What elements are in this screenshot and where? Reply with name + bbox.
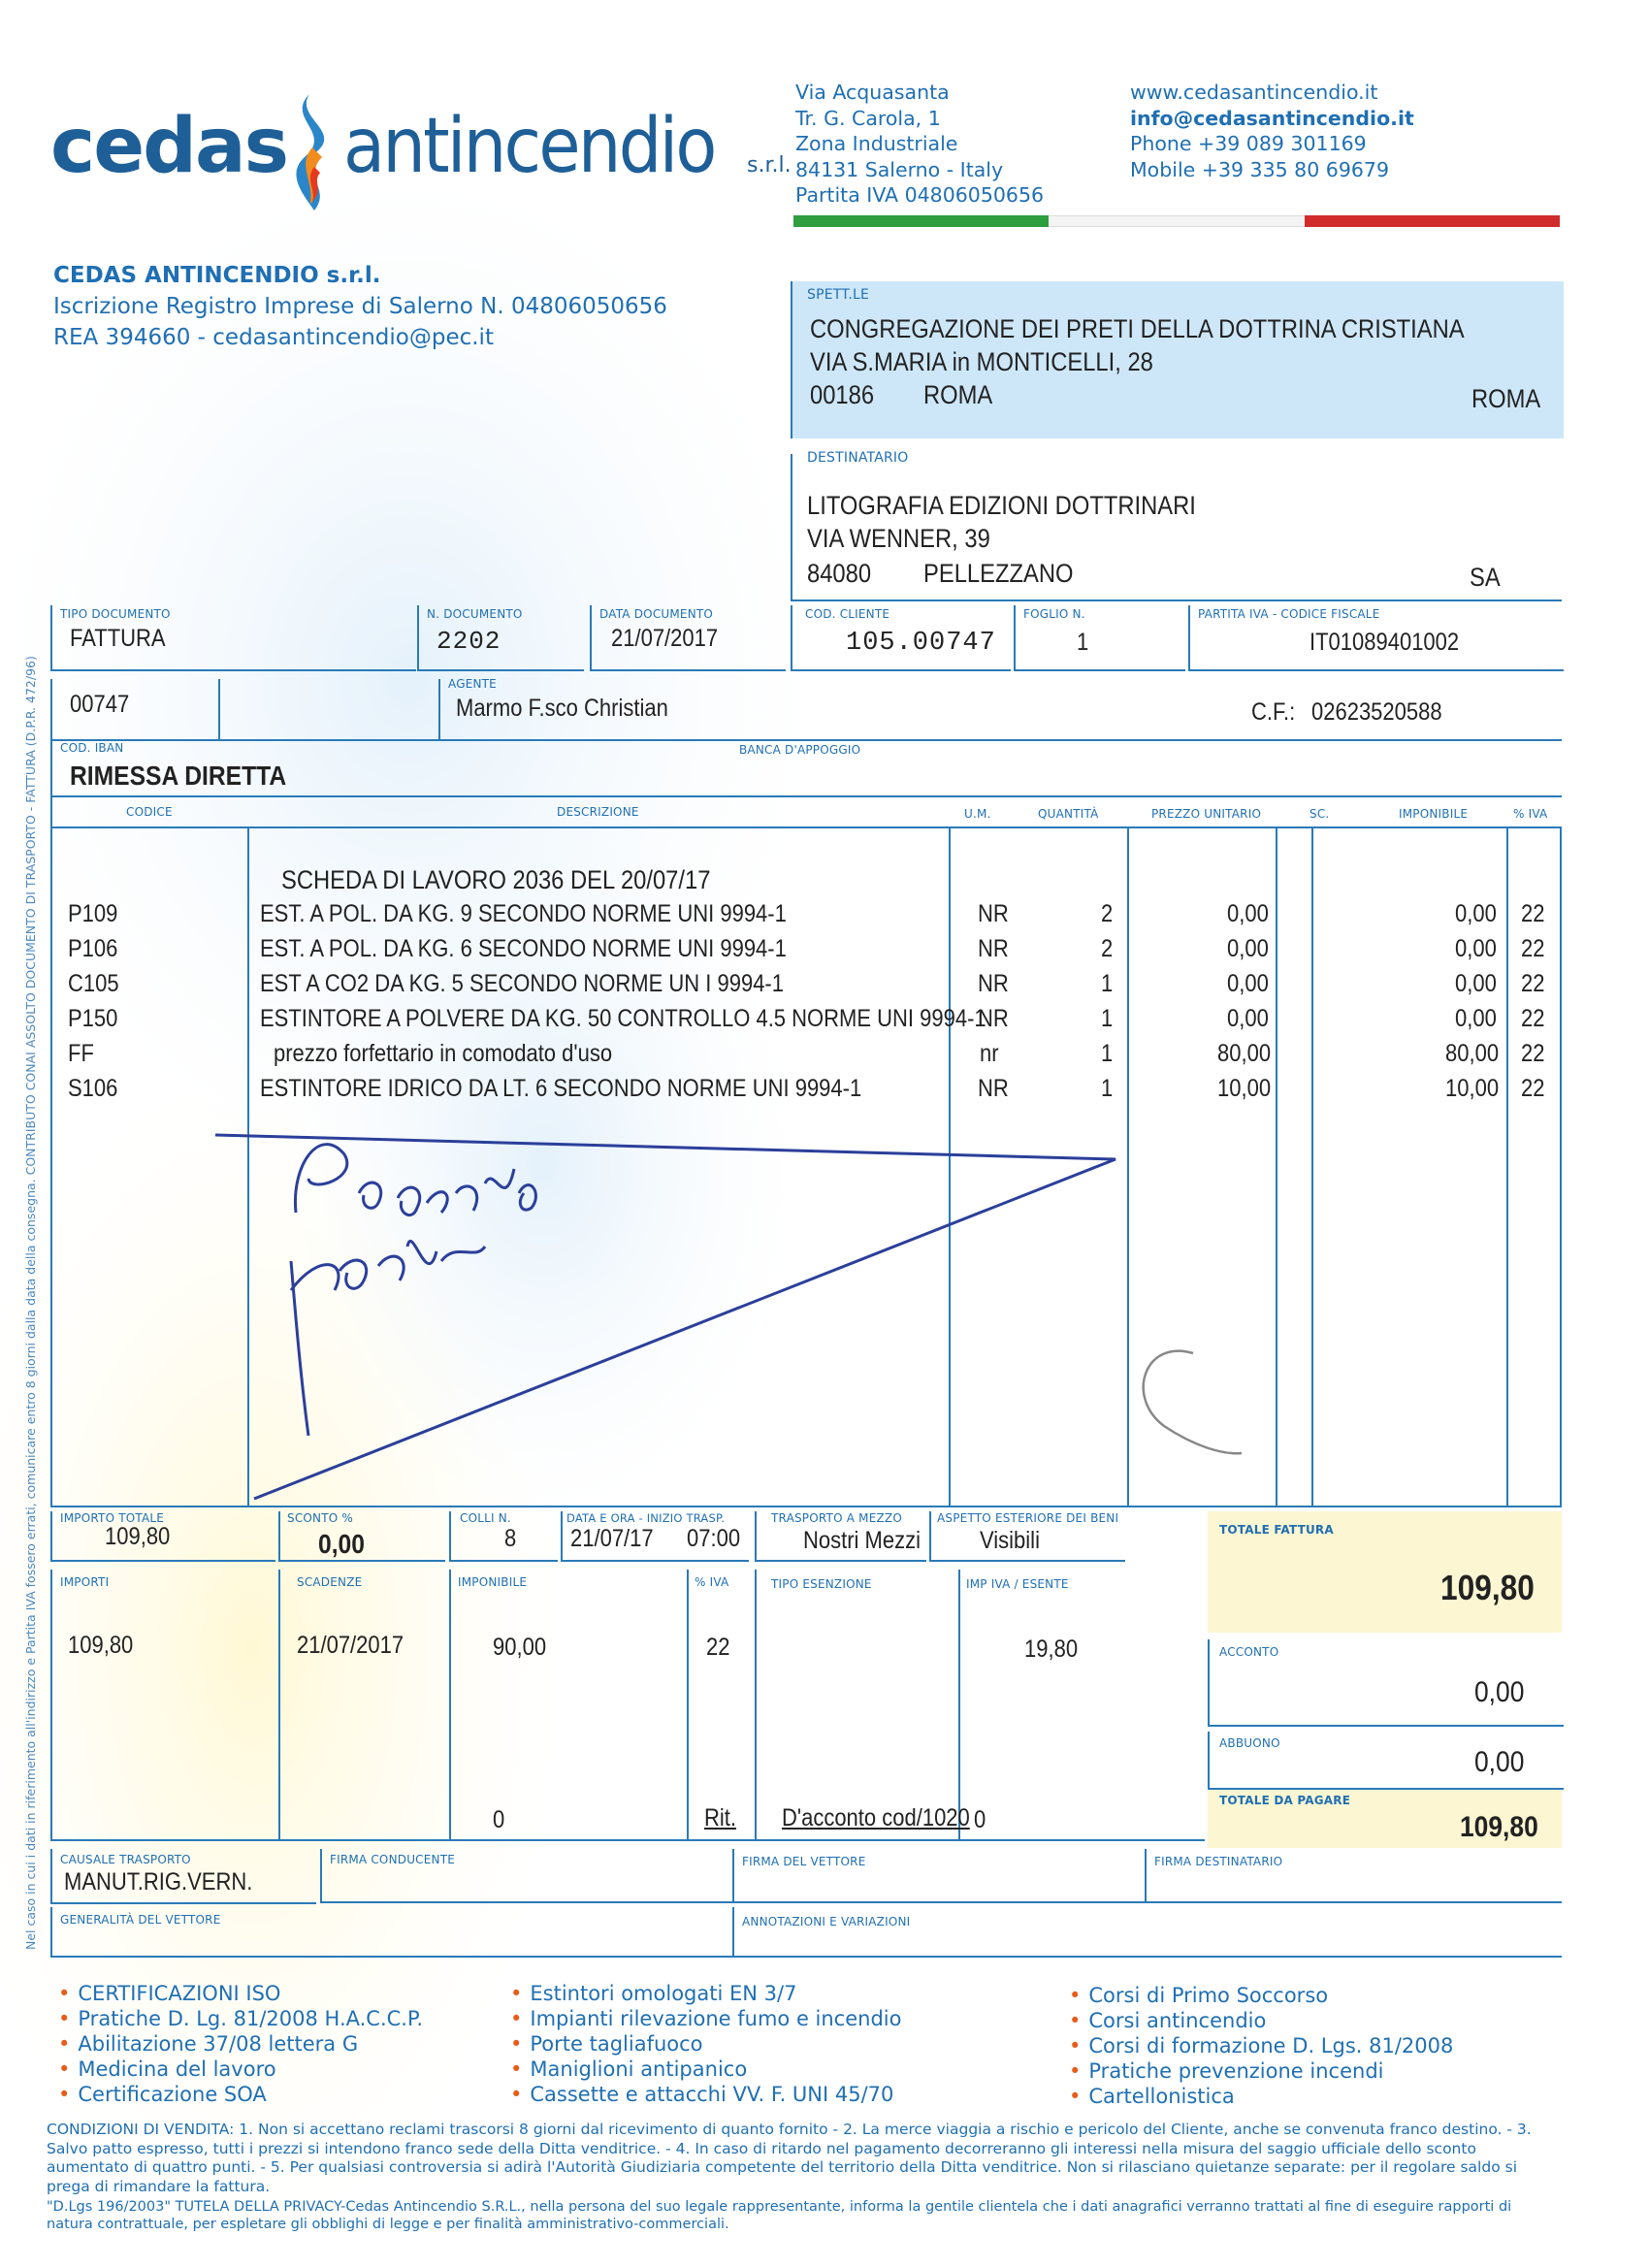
item-desc: EST. A POL. DA KG. 6 SECONDO NORME UNI 9994-1 xyxy=(260,935,787,962)
col-discount: SC. xyxy=(1310,807,1330,821)
col-code: CODICE xyxy=(126,805,173,819)
due-value: 21/07/2017 xyxy=(297,1632,404,1659)
recipient-city: PELLEZZANO xyxy=(923,559,1074,588)
recipient-cap: 84080 xyxy=(807,559,872,588)
doc-number-label: N. DOCUMENTO xyxy=(427,607,523,621)
exemption-value: D'acconto cod/1020 xyxy=(782,1804,970,1831)
company-name: CEDAS ANTINCENDIO s.r.l. xyxy=(53,263,381,288)
item-desc: ESTINTORE A POLVERE DA KG. 50 CONTROLLO 4.5 NORME UNI 9994-1 xyxy=(260,1005,986,1032)
customer-city: ROMA xyxy=(923,380,993,409)
item-desc: EST A CO2 DA KG. 5 SECONDO NORME UN I 9994-1 xyxy=(260,970,784,997)
item-um: NR xyxy=(978,900,1009,927)
item-vat: 22 xyxy=(1521,935,1545,962)
item-desc: prezzo forfettario in comodato d'uso xyxy=(274,1040,613,1067)
service-item: • Medicina del lavoro xyxy=(58,2057,423,2082)
customer-street: VIA S.MARIA in MONTICELLI, 28 xyxy=(810,347,1153,376)
allowance-value: 0,00 xyxy=(1474,1746,1525,1778)
item-taxable: 0,00 xyxy=(1455,970,1497,997)
service-item: • Porte tagliafuoco xyxy=(510,2031,901,2057)
appearance-label: ASPETTO ESTERIORE DEI BENI xyxy=(937,1511,1119,1525)
carrier-signature-label: FIRMA DEL VETTORE xyxy=(742,1855,866,1868)
amount-value: 109,80 xyxy=(68,1632,134,1659)
packages-label: COLLI N. xyxy=(460,1511,511,1525)
item-price: 0,00 xyxy=(1227,900,1269,927)
vat-number: IT01089401002 xyxy=(1310,629,1460,656)
recipient-name: LITOGRAFIA EDIZIONI DOTTRINARI xyxy=(807,491,1196,520)
customer-name: CONGREGAZIONE DEI PRETI DELLA DOTTRINA CRISTIANA xyxy=(810,314,1465,343)
agent-name: Marmo F.sco Christian xyxy=(456,695,668,722)
logo-suffix: s.r.l. xyxy=(747,153,792,178)
services-col-1 xyxy=(58,1981,423,2107)
to-pay-label: TOTALE DA PAGARE xyxy=(1219,1794,1351,1807)
packages-value: 8 xyxy=(504,1525,517,1552)
service-item: • Corsi di Primo Soccorso xyxy=(1069,1983,1453,2008)
allowance-label: ABBUONO xyxy=(1219,1736,1280,1750)
rea-line: REA 394660 - cedasantincendio@pec.it xyxy=(53,325,494,350)
item-price: 10,00 xyxy=(1217,1075,1272,1102)
customer-cap: 00186 xyxy=(810,380,875,409)
item-desc: ESTINTORE IDRICO DA LT. 6 SECONDO NORME UNI 9994-1 xyxy=(260,1075,862,1102)
payment-method: RIMESSA DIRETTA xyxy=(70,761,287,791)
item-taxable: 0,00 xyxy=(1455,935,1497,962)
item-code: C105 xyxy=(68,970,119,997)
item-taxable: 0,00 xyxy=(1455,900,1497,927)
col-vat: % IVA xyxy=(1513,807,1548,821)
service-item: • Abilitazione 37/08 lettera G xyxy=(58,2031,423,2057)
transport-time: 07:00 xyxy=(687,1525,741,1552)
transport-by: Nostri Mezzi xyxy=(803,1527,922,1554)
client-code-label: COD. CLIENTE xyxy=(805,607,890,621)
service-item: • Corsi antincendio xyxy=(1069,2008,1453,2033)
item-qty: 1 xyxy=(1101,1075,1114,1102)
cf-label: C.F.: xyxy=(1251,698,1296,726)
service-item: • Pratiche D. Lg. 81/2008 H.A.C.C.P. xyxy=(58,2006,423,2031)
transport-by-label: TRASPORTO A MEZZO xyxy=(771,1511,902,1525)
sheet-label: FOGLIO N. xyxy=(1023,607,1085,621)
service-item: • Maniglioni antipanico xyxy=(510,2057,901,2082)
customer-label: SPETT.LE xyxy=(807,287,870,303)
col-qty: QUANTITÀ xyxy=(1038,807,1099,821)
notes-label: ANNOTAZIONI E VARIAZIONI xyxy=(742,1915,911,1928)
address-line: 84131 Salerno - Italy xyxy=(795,157,1004,181)
sale-conditions: CONDIZIONI DI VENDITA: 1. Non si accettano reclami trascorsi 8 giorni dal ricevimento di quanto fornito - 2. La merce viaggia a rischio e pericolo del Cliente, anche se convenuta franco destino. - 3. Salvo patto espresso, tutti i prezzi si intendono franco sede della Ditta venditrice. - 4. In caso di ritardo nel pagamento decorreranno gli interessi nella misura del saggio ufficiale dello sconto aumentato di quattro punti. - 5. Per qualsiasi controversia si adirà l'Autorità Giudiziaria competente del territorio della Ditta venditrice. Non si rilasciano quietanze separate: per il regolare saldo si prega di rimandare la fattura. xyxy=(47,2121,1532,2195)
item-um: NR xyxy=(978,970,1009,997)
item-price: 0,00 xyxy=(1227,970,1269,997)
service-item: • Estintori omologati EN 3/7 xyxy=(510,1981,901,2006)
item-code: P109 xyxy=(68,900,118,927)
iban-label: COD. IBAN xyxy=(60,741,124,755)
exemption-label: TIPO ESENZIONE xyxy=(771,1577,872,1591)
item-qty: 1 xyxy=(1101,970,1114,997)
email-link[interactable]: info@cedasantincendio.it xyxy=(1130,106,1414,130)
item-vat: 22 xyxy=(1521,900,1545,927)
amounts-label: IMPORTI xyxy=(60,1575,110,1589)
item-qty: 2 xyxy=(1101,900,1114,927)
side-legal-text: Nel caso in cui i dati in riferimento all'indirizzo e Partita IVA fossero errati, comunicare entro 8 giorni dalla data della consegna. CONTRIBUTO CONAI ASSOLTO DOCUMENTO DI TRASPORTO - FATTURA (D.P.R. 472/96) xyxy=(23,656,38,1950)
item-um: NR xyxy=(978,1075,1009,1102)
service-item: • Cartellonistica xyxy=(1069,2084,1453,2109)
phone-text: Phone +39 089 301169 xyxy=(1130,132,1367,155)
taxable-value: 90,00 xyxy=(493,1634,547,1661)
taxable-value-2: 0 xyxy=(493,1806,505,1833)
client-code: 105.00747 xyxy=(846,629,996,658)
address-line: Zona Industriale xyxy=(795,132,958,155)
service-item: • Pratiche prevenzione incendi xyxy=(1069,2058,1453,2084)
agent-label: AGENTE xyxy=(448,677,497,691)
item-qty: 1 xyxy=(1101,1040,1114,1067)
item-price: 0,00 xyxy=(1227,935,1269,962)
carrier-info-label: GENERALITÀ DEL VETTORE xyxy=(60,1913,221,1927)
item-taxable: 0,00 xyxy=(1455,1005,1497,1032)
transport-reason: MANUT.RIG.VERN. xyxy=(64,1868,253,1895)
vat-amount-label: IMP IVA / ESENTE xyxy=(966,1577,1069,1591)
logo-text-antincendio: antincendio xyxy=(343,103,715,190)
registry-line: Iscrizione Registro Imprese di Salerno N. 04806050656 xyxy=(53,294,667,319)
item-price: 0,00 xyxy=(1227,1005,1269,1032)
doc-number: 2202 xyxy=(436,627,501,656)
item-vat: 22 xyxy=(1521,1075,1545,1102)
invoice-total: 109,80 xyxy=(1440,1568,1535,1607)
col-um: U.M. xyxy=(964,807,991,821)
transport-reason-label: CAUSALE TRASPORTO xyxy=(60,1853,191,1866)
invoice-total-box xyxy=(1208,1511,1562,1633)
service-item: • Corsi di formazione D. Lgs. 81/2008 xyxy=(1069,2033,1453,2058)
item-um: nr xyxy=(980,1040,999,1067)
col-unit-price: PREZZO UNITARIO xyxy=(1151,807,1262,821)
withholding-label: Rit. xyxy=(704,1804,736,1831)
doc-type: FATTURA xyxy=(70,625,166,652)
services-col-3 xyxy=(1069,1983,1453,2109)
doc-date: 21/07/2017 xyxy=(611,625,719,652)
privacy-notice: "D.Lgs 196/2003" TUTELA DELLA PRIVACY-Cedas Antincendio S.R.L., nella persona del suo legale rappresentante, informa la gentile clientela che i dati anagrafici verranno trattati al fine di eseguire rapporti di natura contrattuale, per espletare gli obblighi di legge e per finalità amministrativo-commerciali. xyxy=(47,2199,1512,2232)
item-vat: 22 xyxy=(1521,1005,1545,1032)
item-taxable: 10,00 xyxy=(1445,1075,1500,1102)
to-pay-box xyxy=(1208,1790,1562,1848)
recipient-province: SA xyxy=(1470,563,1501,592)
col-description: DESCRIZIONE xyxy=(557,805,639,819)
total-amount: 109,80 xyxy=(105,1523,171,1550)
item-code: S106 xyxy=(68,1075,118,1102)
deposit-label: ACCONTO xyxy=(1219,1645,1279,1659)
transport-date-label: DATA E ORA - INIZIO TRASP. xyxy=(566,1511,726,1525)
taxable-label: IMPONIBILE xyxy=(458,1575,528,1589)
item-qty: 2 xyxy=(1101,935,1114,962)
vat-pct-value: 22 xyxy=(706,1634,730,1661)
logo-text-cedas: cedas xyxy=(50,103,288,190)
service-item: • Certificazione SOA xyxy=(58,2082,423,2107)
vat-amount-2: 0 xyxy=(974,1806,986,1833)
address-line: Via Acquasanta xyxy=(795,81,950,104)
appearance-value: Visibili xyxy=(980,1527,1040,1554)
doc-type-label: TIPO DOCUMENTO xyxy=(60,607,171,621)
recipient-signature-label: FIRMA DESTINATARIO xyxy=(1154,1855,1283,1868)
col-taxable: IMPONIBILE xyxy=(1399,807,1469,821)
item-code: FF xyxy=(68,1040,94,1067)
vat-line: Partita IVA 04806050656 xyxy=(795,183,1045,207)
to-pay-value: 109,80 xyxy=(1460,1811,1538,1843)
account-code: 00747 xyxy=(70,691,130,718)
total-amount-label: IMPORTO TOTALE xyxy=(60,1511,165,1525)
due-label: SCADENZE xyxy=(297,1575,363,1589)
item-qty: 1 xyxy=(1101,1005,1114,1032)
service-item: • CERTIFICAZIONI ISO xyxy=(58,1981,423,2006)
recipient-label: DESTINATARIO xyxy=(807,450,909,466)
item-um: NR xyxy=(978,935,1009,962)
item-code: P150 xyxy=(68,1005,118,1032)
discount-value: 0,00 xyxy=(318,1529,365,1559)
item-vat: 22 xyxy=(1521,970,1545,997)
doc-date-label: DATA DOCUMENTO xyxy=(599,607,714,621)
bank-label: BANCA D'APPOGGIO xyxy=(739,743,861,757)
recipient-street: VIA WENNER, 39 xyxy=(807,524,990,553)
cf-number: 02623520588 xyxy=(1311,698,1442,726)
vat-pct-label: % IVA xyxy=(695,1575,729,1589)
invoice-total-label: TOTALE FATTURA xyxy=(1219,1523,1334,1537)
item-price: 80,00 xyxy=(1217,1040,1272,1067)
sheet-number: 1 xyxy=(1077,629,1089,656)
item-desc: EST. A POL. DA KG. 9 SECONDO NORME UNI 9994-1 xyxy=(260,900,787,927)
service-item: • Cassette e attacchi VV. F. UNI 45/70 xyxy=(510,2082,901,2107)
mobile-text: Mobile +39 335 80 69679 xyxy=(1130,157,1390,181)
item-um: NR xyxy=(978,1005,1009,1032)
item-vat: 22 xyxy=(1521,1040,1545,1067)
deposit-value: 0,00 xyxy=(1474,1676,1525,1708)
address-line: Tr. G. Carola, 1 xyxy=(795,106,941,130)
driver-signature-label: FIRMA CONDUCENTE xyxy=(330,1853,456,1866)
customer-province: ROMA xyxy=(1471,384,1541,413)
vat-amount: 19,80 xyxy=(1024,1636,1079,1663)
discount-label: SCONTO % xyxy=(287,1511,354,1525)
website-link[interactable]: www.cedasantincendio.it xyxy=(1130,81,1378,104)
transport-date: 21/07/17 xyxy=(570,1525,654,1552)
item-code: P106 xyxy=(68,935,118,962)
vat-label: PARTITA IVA - CODICE FISCALE xyxy=(1198,607,1380,621)
items-intro: SCHEDA DI LAVORO 2036 DEL 20/07/17 xyxy=(281,865,711,894)
item-taxable: 80,00 xyxy=(1445,1040,1500,1067)
services-col-2 xyxy=(510,1981,901,2107)
service-item: • Impianti rilevazione fumo e incendio xyxy=(510,2006,901,2031)
